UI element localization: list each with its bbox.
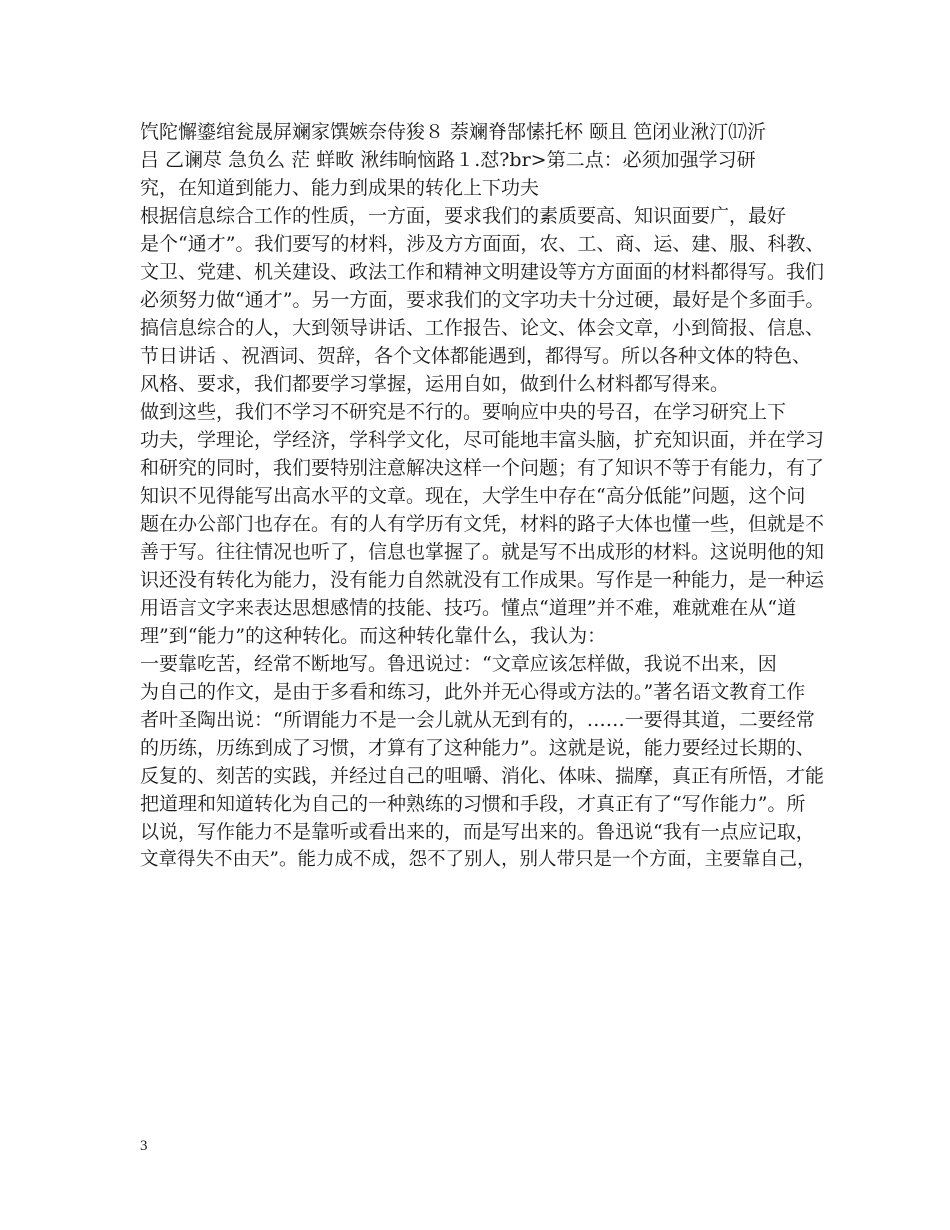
text-line: 把道理和知道转化为自己的一种熟练的习惯和手段，才真正有了“写作能力”。所 [140,793,806,815]
text-line: 究，在知道到能力、能力到成果的转化上下功夫 [140,177,540,199]
text-line: 反复的、刻苦的实践，并经过自己的咀嚼、消化、体味、揣摩，真正有所悟，才能 [140,765,825,787]
text-line: 做到这些，我们不学习不研究是不行的。要响应中央的号召，在学习研究上下 [140,401,787,423]
text-line: 理”到“能力”的这种转化。而这种转化靠什么，我认为： [140,625,607,647]
text-line: 为自己的作文，是由于多看和练习，此外并无心得或方法的。”著名语文教育工作 [140,681,806,703]
text-line: 风格、要求，我们都要学习掌握，运用自如，做到什么材料都写得来。 [140,373,730,395]
text-line: 节日讲话 、祝酒词、贺辞，各个文体都能遇到，都得写。所以各种文体的特色、 [140,345,812,367]
text-line: 吕 乙谰荩 急负么 茫 蛘畋 湫纬晌恼路１.怼?br>第二点：必须加强学习研 [140,149,756,171]
text-line: 文卫、党建、机关建设、政法工作和精神文明建设等方方面面的材料都得写。我们 [140,261,825,283]
text-line: 知识不见得能写出高水平的文章。现在，大学生中存在“高分低能”问题，这个问 [140,485,806,507]
text-line: 饩陀懈鎏绾瓮晟屏斓家馔嫉奈侍狻８ 萘斓脊郜愫托杯 颐且 笆闭业湫汀⒄沂 [140,121,767,143]
text-line: 搞信息综合的人，大到领导讲话、工作报告、论文、体会文章，小到简报、信息、 [140,317,825,339]
document-body [140,118,830,874]
text-line: 识还没有转化为能力，没有能力自然就没有工作成果。写作是一种能力，是一种运 [140,569,825,591]
text-line: 者叶圣陶出说：“所谓能力不是一会儿就从无到有的，……一要得其道，二要经常 [140,709,815,731]
text-line: 以说，写作能力不是靠听或看出来的，而是写出来的。鲁迅说“我有一点应记取， [140,821,815,843]
text-line: 用语言文字来表达思想感情的技能、技巧。懂点“道理”并不难，难就难在从“道 [140,597,797,619]
page-number: 3 [140,1138,148,1154]
text-line: 善于写。往往情况也听了，信息也掌握了。就是写不出成形的材料。这说明他的知 [140,541,825,563]
text-line: 的历练，历练到成了习惯，才算有了这种能力”。这就是说，能力要经过长期的、 [140,737,815,759]
text-line: 根据信息综合工作的性质，一方面，要求我们的素质要高、知识面要广，最好 [140,205,787,227]
text-line: 文章得失不由天”。能力成不成，怨不了别人，别人带只是一个方面，主要靠自己， [140,849,816,870]
text-line: 功夫，学理论，学经济，学科学文化，尽可能地丰富头脑，扩充知识面，并在学习 [140,429,825,451]
text-line: 和研究的同时，我们要特别注意解决这样一个问题；有了知识不等于有能力，有了 [140,457,825,479]
text-line: 一要靠吃苦，经常不断地写。鲁迅说过：“文章应该怎样做，我说不出来，因 [140,653,777,675]
text-line: 必须努力做“通才”。另一方面，要求我们的文字功夫十分过硬，最好是个多面手。 [140,289,825,311]
text-line: 题在办公部门也存在。有的人有学历有文凭，材料的路子大体也懂一些，但就是不 [140,513,825,535]
text-line: 是个“通才”。我们要写的材料，涉及方方面面，农、工、商、运、建、服、科教、 [140,233,825,255]
